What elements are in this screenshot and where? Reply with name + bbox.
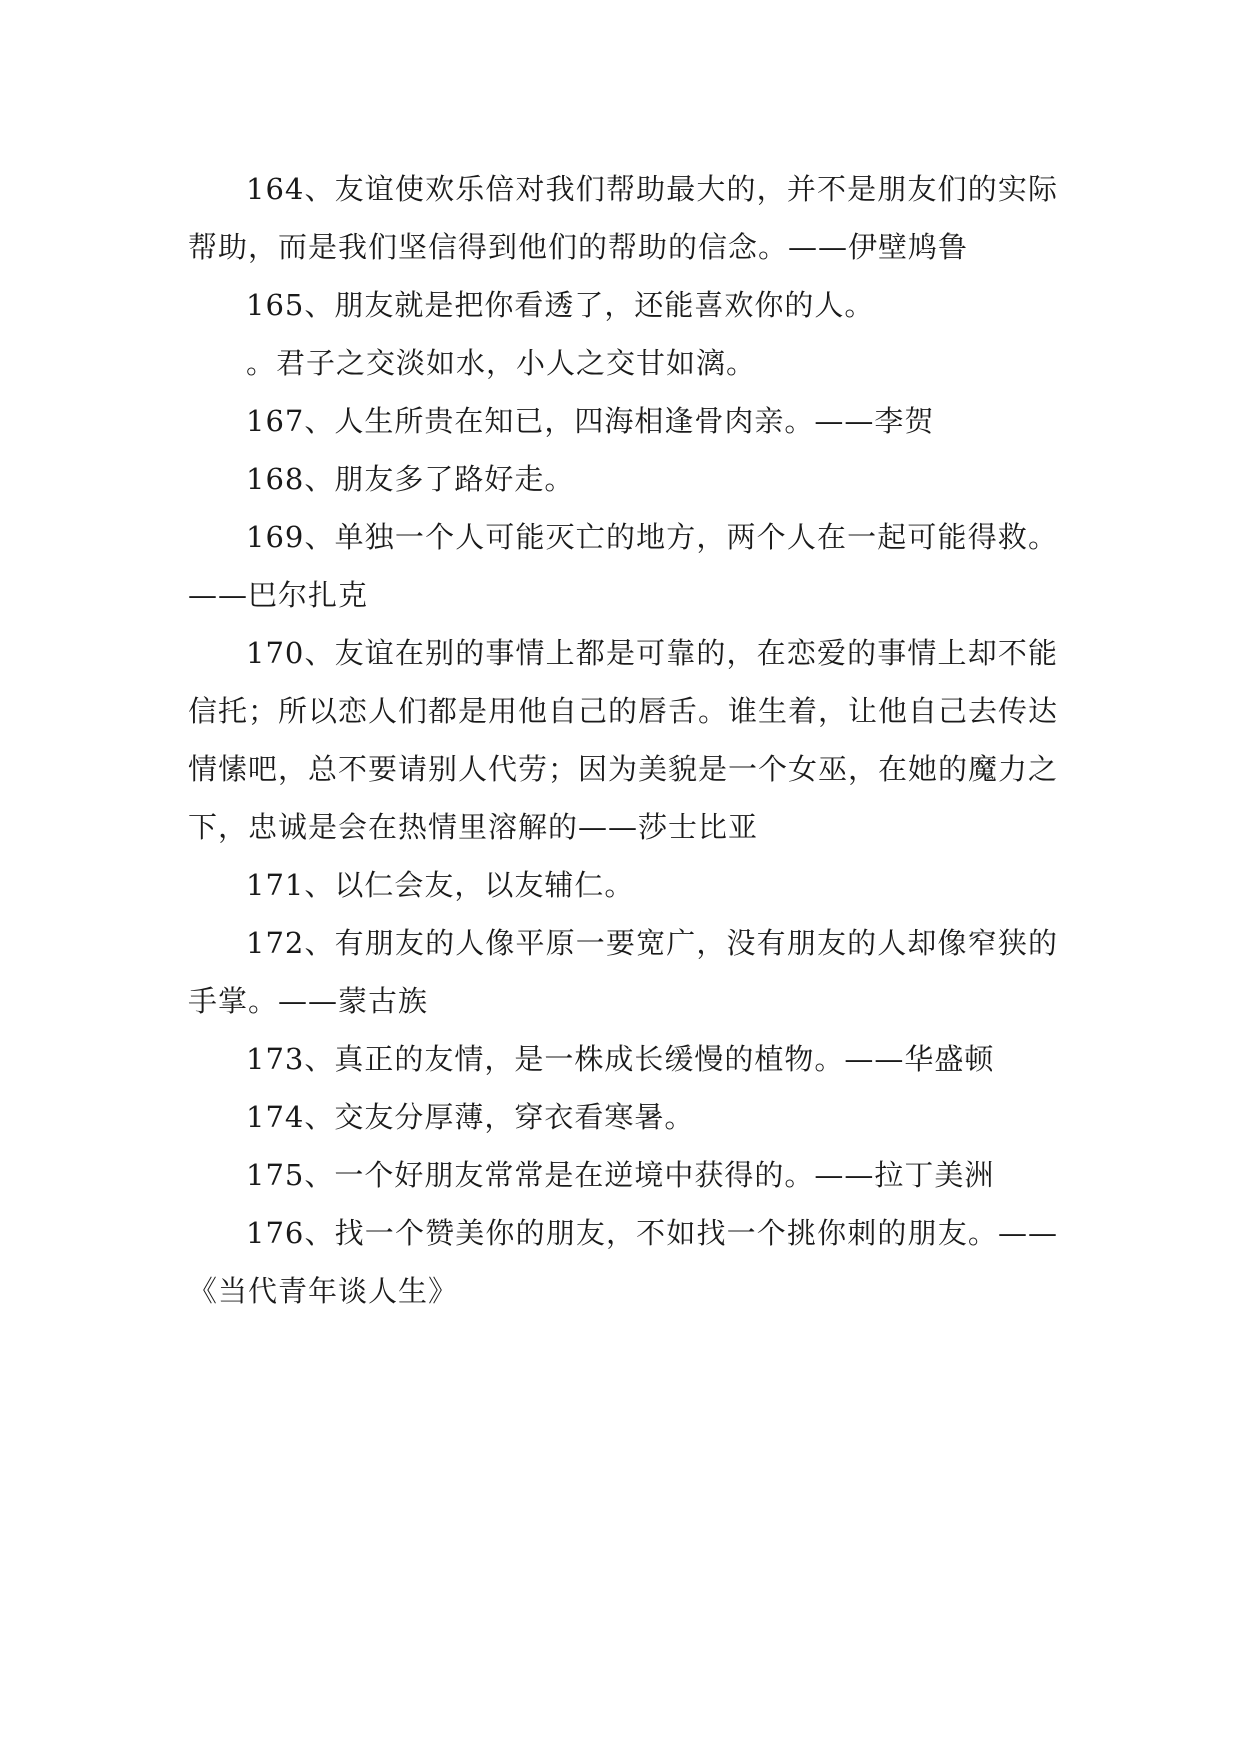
quote-176: 176、找一个赞美你的朋友，不如找一个挑你刺的朋友。——《当代青年谈人生》 <box>188 1216 1058 1308</box>
quote-173: 173、真正的友情，是一株成长缓慢的植物。——华盛顿 <box>246 1042 995 1076</box>
quote-170: 170、友谊在别的事情上都是可靠的，在恋爱的事情上却不能信托；所以恋人们都是用他自己的唇舌。谁生着，让他自己去传达情愫吧，总不要请别人代劳；因为美貌是一个女巫，在她的魔力之下，忠诚是会在热情里溶解的——莎士比亚 <box>188 636 1059 844</box>
quote-171: 171、以仁会友，以友辅仁。 <box>246 868 635 902</box>
quote-169: 169、单独一个人可能灭亡的地方，两个人在一起可能得救。——巴尔扎克 <box>188 520 1058 612</box>
quote-174: 174、交友分厚薄，穿衣看寒暑。 <box>246 1100 695 1134</box>
quote-165: 165、朋友就是把你看透了，还能喜欢你的人。 <box>246 288 875 322</box>
quote-172: 172、有朋友的人像平原一要宽广，没有朋友的人却像窄狭的手掌。——蒙古族 <box>188 926 1058 1018</box>
quote-166: 。君子之交淡如水，小人之交甘如漓。 <box>246 346 757 380</box>
quote-167: 167、人生所贵在知已，四海相逢骨肉亲。——李贺 <box>246 404 935 438</box>
document-body <box>188 160 1058 1320</box>
quote-168: 168、朋友多了路好走。 <box>246 462 575 496</box>
quote-164: 164、友谊使欢乐倍对我们帮助最大的，并不是朋友们的实际帮助，而是我们坚信得到他们的帮助的信念。——伊壁鸠鲁 <box>188 172 1058 264</box>
quote-175: 175、一个好朋友常常是在逆境中获得的。——拉丁美洲 <box>246 1158 995 1192</box>
